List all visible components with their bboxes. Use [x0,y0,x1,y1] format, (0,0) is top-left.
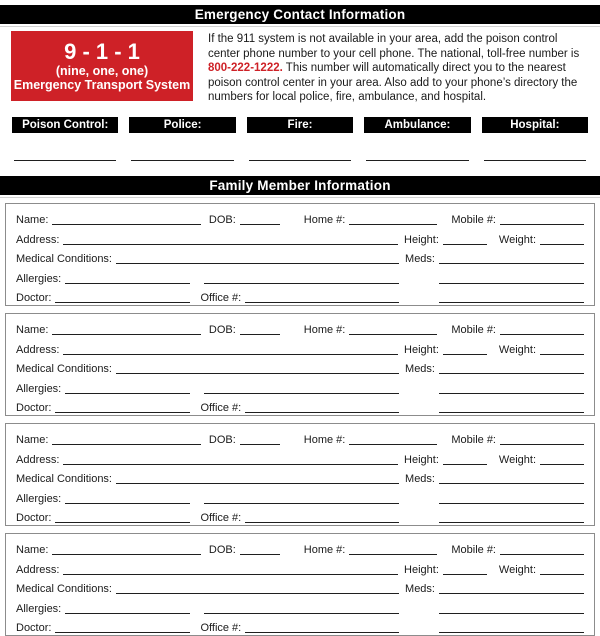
member-row-medical [16,358,584,378]
mobile-phone-field-line[interactable] [500,444,584,445]
doctor-label: Doctor: [16,622,52,635]
weight-label: Weight: [498,453,536,466]
hospital-write-line[interactable] [484,160,586,161]
member-row-doctor [16,397,584,417]
badge-911-number: 9 - 1 - 1 [64,38,140,64]
name-label: Name: [16,544,49,557]
office-phone-label: Office #: [200,512,242,525]
address-field-line[interactable] [63,354,398,355]
address-field-line[interactable] [63,464,398,465]
medical-conditions-label: Medical Conditions: [16,583,112,596]
allergies-overflow-line[interactable] [204,283,399,284]
label-police: Police: [129,117,235,133]
office-phone-field-line[interactable] [245,522,399,523]
address-field-line[interactable] [63,574,398,575]
badge-911-subtitle: Emergency Transport System [13,77,191,92]
meds-overflow-line-1[interactable] [439,503,584,504]
intro-section [11,31,589,105]
height-field-line[interactable] [443,574,487,575]
member-row-medical [16,248,584,268]
allergies-field-line[interactable] [65,283,190,284]
member-row-address [16,228,584,248]
weight-field-line[interactable] [540,244,584,245]
instructions-text [208,32,589,105]
office-phone-label: Office #: [200,402,242,415]
meds-field-line[interactable] [439,483,584,484]
height-label: Height: [404,563,439,576]
meds-field-line[interactable] [439,593,584,594]
meds-overflow-line-2[interactable] [439,412,584,413]
home-phone-label: Home #: [303,324,346,337]
doctor-label: Doctor: [16,512,52,525]
allergies-label: Allergies: [16,272,62,285]
height-label: Height: [404,343,439,356]
medical-conditions-label: Medical Conditions: [16,473,112,486]
height-field-line[interactable] [443,354,487,355]
meds-overflow-line-2[interactable] [439,302,584,303]
meds-label: Meds: [405,363,435,376]
family-member-block [5,313,595,416]
weight-field-line[interactable] [540,354,584,355]
member-row-doctor [16,287,584,307]
home-phone-field-line[interactable] [349,444,437,445]
member-row-name [16,429,584,449]
ambulance-write-line[interactable] [366,160,468,161]
name-field-line[interactable] [52,224,200,225]
member-row-address [16,338,584,358]
doctor-field-line[interactable] [55,522,190,523]
member-row-doctor [16,617,584,636]
mobile-phone-field-line[interactable] [500,554,584,555]
name-field-line[interactable] [52,554,200,555]
doctor-field-line[interactable] [55,632,190,633]
weight-label: Weight: [498,563,536,576]
meds-label: Meds: [405,583,435,596]
label-hospital: Hospital: [482,117,588,133]
name-field-line[interactable] [52,334,200,335]
mobile-phone-field-line[interactable] [500,224,584,225]
member-row-doctor [16,507,584,527]
mobile-phone-label: Mobile #: [451,434,496,447]
medical-conditions-field-line[interactable] [116,263,399,264]
fire-write-line[interactable] [249,160,351,161]
allergies-field-line[interactable] [65,393,190,394]
address-label: Address: [16,233,60,246]
badge-911-words: (nine, one, one) [55,63,149,78]
section-header-emergency-contact [0,5,600,24]
weight-label: Weight: [498,343,536,356]
member-row-address [16,558,584,578]
home-phone-label: Home #: [303,434,346,447]
doctor-label: Doctor: [16,292,52,305]
meds-label: Meds: [405,253,435,266]
office-phone-field-line[interactable] [245,632,399,633]
dob-field-line[interactable] [240,334,280,335]
weight-field-line[interactable] [540,464,584,465]
medical-conditions-label: Medical Conditions: [16,363,112,376]
address-label: Address: [16,563,60,576]
meds-overflow-line-2[interactable] [439,632,584,633]
home-phone-label: Home #: [303,214,346,227]
family-member-block [5,203,595,306]
height-label: Height: [404,233,439,246]
height-field-line[interactable] [443,244,487,245]
office-phone-label: Office #: [200,292,242,305]
mobile-phone-field-line[interactable] [500,334,584,335]
address-label: Address: [16,453,60,466]
label-poison-control: Poison Control: [12,117,118,133]
allergies-overflow-line[interactable] [204,503,399,504]
member-row-medical [16,578,584,598]
allergies-label: Allergies: [16,382,62,395]
name-field-line[interactable] [52,444,200,445]
mobile-phone-label: Mobile #: [451,214,496,227]
meds-overflow-line-1[interactable] [439,283,584,284]
dob-field-line[interactable] [240,224,280,225]
instructions-after: This number will automatically direct you to the nearest poison control center in your area. Also add to your phone’s directory the numbers for local police, fire, ambulance, and hospital. [208,62,578,104]
home-phone-field-line[interactable] [349,554,437,555]
meds-overflow-line-1[interactable] [439,613,584,614]
dob-field-line[interactable] [240,554,280,555]
police-write-line[interactable] [131,160,233,161]
meds-overflow-line-1[interactable] [439,393,584,394]
member-row-medical [16,468,584,488]
allergies-overflow-line[interactable] [204,613,399,614]
medical-conditions-field-line[interactable] [116,593,399,594]
section-header-family-member [0,176,600,195]
address-field-line[interactable] [63,244,398,245]
home-phone-field-line[interactable] [349,334,437,335]
poison-control-phone-number: 800-222-1222. [208,62,283,75]
poison-control-write-line[interactable] [14,160,116,161]
family-section-title: Family Member Information [209,177,391,193]
member-row-allergies [16,597,584,617]
mobile-phone-label: Mobile #: [451,544,496,557]
member-row-allergies [16,267,584,287]
dob-label: DOB: [208,214,236,227]
name-label: Name: [16,324,49,337]
member-row-name [16,539,584,559]
medical-conditions-field-line[interactable] [116,373,399,374]
height-label: Height: [404,453,439,466]
doctor-field-line[interactable] [55,412,190,413]
doctor-label: Doctor: [16,402,52,415]
name-label: Name: [16,434,49,447]
mobile-phone-label: Mobile #: [451,324,496,337]
family-header-divider [0,197,600,198]
weight-label: Weight: [498,233,536,246]
office-phone-label: Office #: [200,622,242,635]
medical-conditions-field-line[interactable] [116,483,399,484]
medical-conditions-label: Medical Conditions: [16,253,112,266]
allergies-label: Allergies: [16,492,62,505]
emergency-numbers-write-lines [12,160,588,161]
office-phone-field-line[interactable] [245,412,399,413]
weight-field-line[interactable] [540,574,584,575]
home-phone-field-line[interactable] [349,224,437,225]
page-title: Emergency Contact Information [194,7,406,22]
meds-overflow-line-2[interactable] [439,522,584,523]
member-row-allergies [16,487,584,507]
family-member-block [5,423,595,526]
member-row-name [16,319,584,339]
family-members-list [5,203,595,636]
dob-label: DOB: [208,324,236,337]
instructions-before: If the 911 system is not available in your area, add the poison control center phone number to your cell phone. The national, toll-free number is [208,33,580,60]
dob-label: DOB: [208,434,236,447]
name-label: Name: [16,214,49,227]
emergency-numbers-labels-row [12,117,588,133]
badge-911 [11,31,193,101]
address-label: Address: [16,343,60,356]
dob-label: DOB: [208,544,236,557]
doctor-field-line[interactable] [55,302,190,303]
member-row-name [16,209,584,229]
allergies-label: Allergies: [16,602,62,615]
label-ambulance: Ambulance: [364,117,470,133]
member-row-address [16,448,584,468]
meds-field-line[interactable] [439,263,584,264]
family-member-block [5,533,595,636]
label-fire: Fire: [247,117,353,133]
meds-label: Meds: [405,473,435,486]
height-field-line[interactable] [443,464,487,465]
allergies-field-line[interactable] [65,613,190,614]
dob-field-line[interactable] [240,444,280,445]
member-row-allergies [16,377,584,397]
allergies-field-line[interactable] [65,503,190,504]
meds-field-line[interactable] [439,373,584,374]
header-divider [0,26,600,27]
home-phone-label: Home #: [303,544,346,557]
office-phone-field-line[interactable] [245,302,399,303]
allergies-overflow-line[interactable] [204,393,399,394]
